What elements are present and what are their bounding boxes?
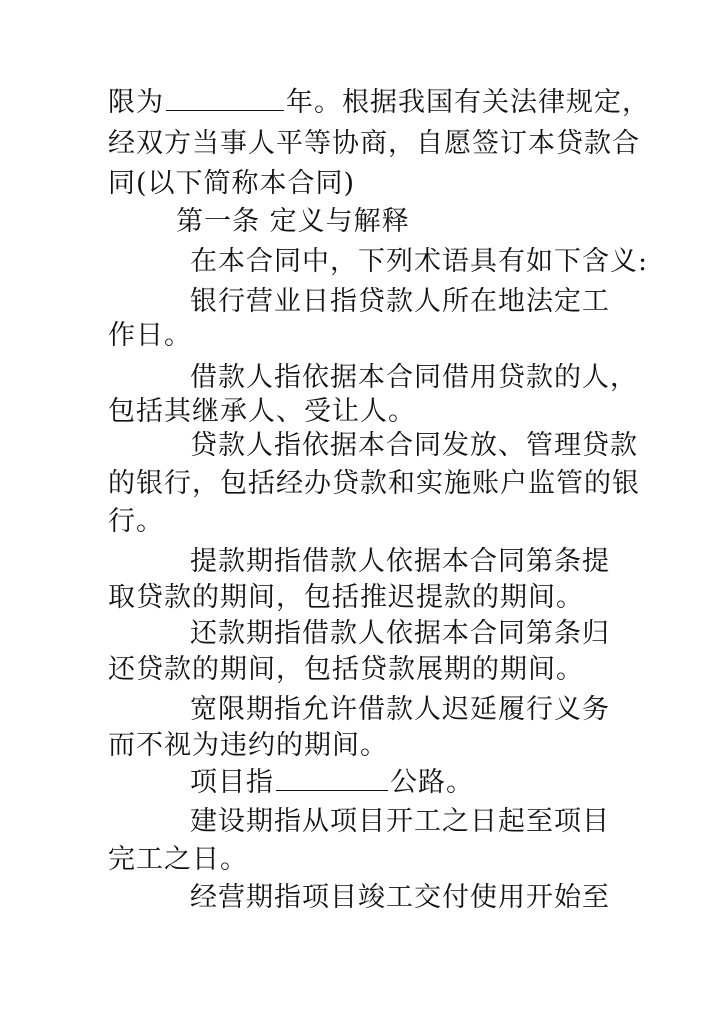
blank-underline (166, 84, 284, 111)
paragraph-line (108, 84, 650, 121)
blank-underline (276, 764, 388, 791)
paragraph-line: 同(以下简称本合同) (108, 168, 356, 199)
definition-line: 而不视为违约的期间。 (108, 730, 388, 761)
definition-line: 还贷款的期间，包括贷款展期的期间。 (108, 654, 584, 685)
definition-line: 借款人指依据本合同借用贷款的人， (190, 362, 638, 393)
definition-line: 取贷款的期间，包括推迟提款的期间。 (108, 582, 584, 613)
definition-line: 行。 (108, 506, 164, 537)
definition-line: 建设期指从项目开工之日起至项目 (190, 806, 610, 837)
paragraph-line: 经双方当事人平等协商，自愿签订本贷款合 (108, 128, 640, 159)
text-segment: 公路。 (390, 767, 474, 798)
article-heading: 第一条 定义与解释 (176, 206, 410, 237)
definition-line: 包括其继承人、受让人。 (108, 396, 416, 427)
definition-line: 完工之日。 (108, 844, 248, 875)
definition-line: 提款期指借款人依据本合同第条提 (190, 546, 610, 577)
definition-line: 宽限期指允许借款人迟延履行义务 (190, 694, 610, 725)
definition-line: 贷款人指依据本合同发放、管理贷款 (190, 430, 638, 461)
text-segment: 限为 (108, 87, 164, 118)
definition-line (190, 764, 474, 801)
definition-line: 还款期指借款人依据本合同第条归 (190, 618, 610, 649)
definition-line: 经营期指项目竣工交付使用开始至 (190, 882, 610, 913)
definition-line: 作日。 (108, 320, 192, 351)
text-segment: 项目指 (190, 767, 274, 798)
text-segment: 年。根据我国有关法律规定， (286, 87, 650, 118)
paragraph-line: 在本合同中，下列术语具有如下含义: (190, 246, 649, 277)
definition-line: 的银行，包括经办贷款和实施账户监管的银 (108, 468, 640, 499)
definition-line: 银行营业日指贷款人所在地法定工 (190, 286, 610, 317)
